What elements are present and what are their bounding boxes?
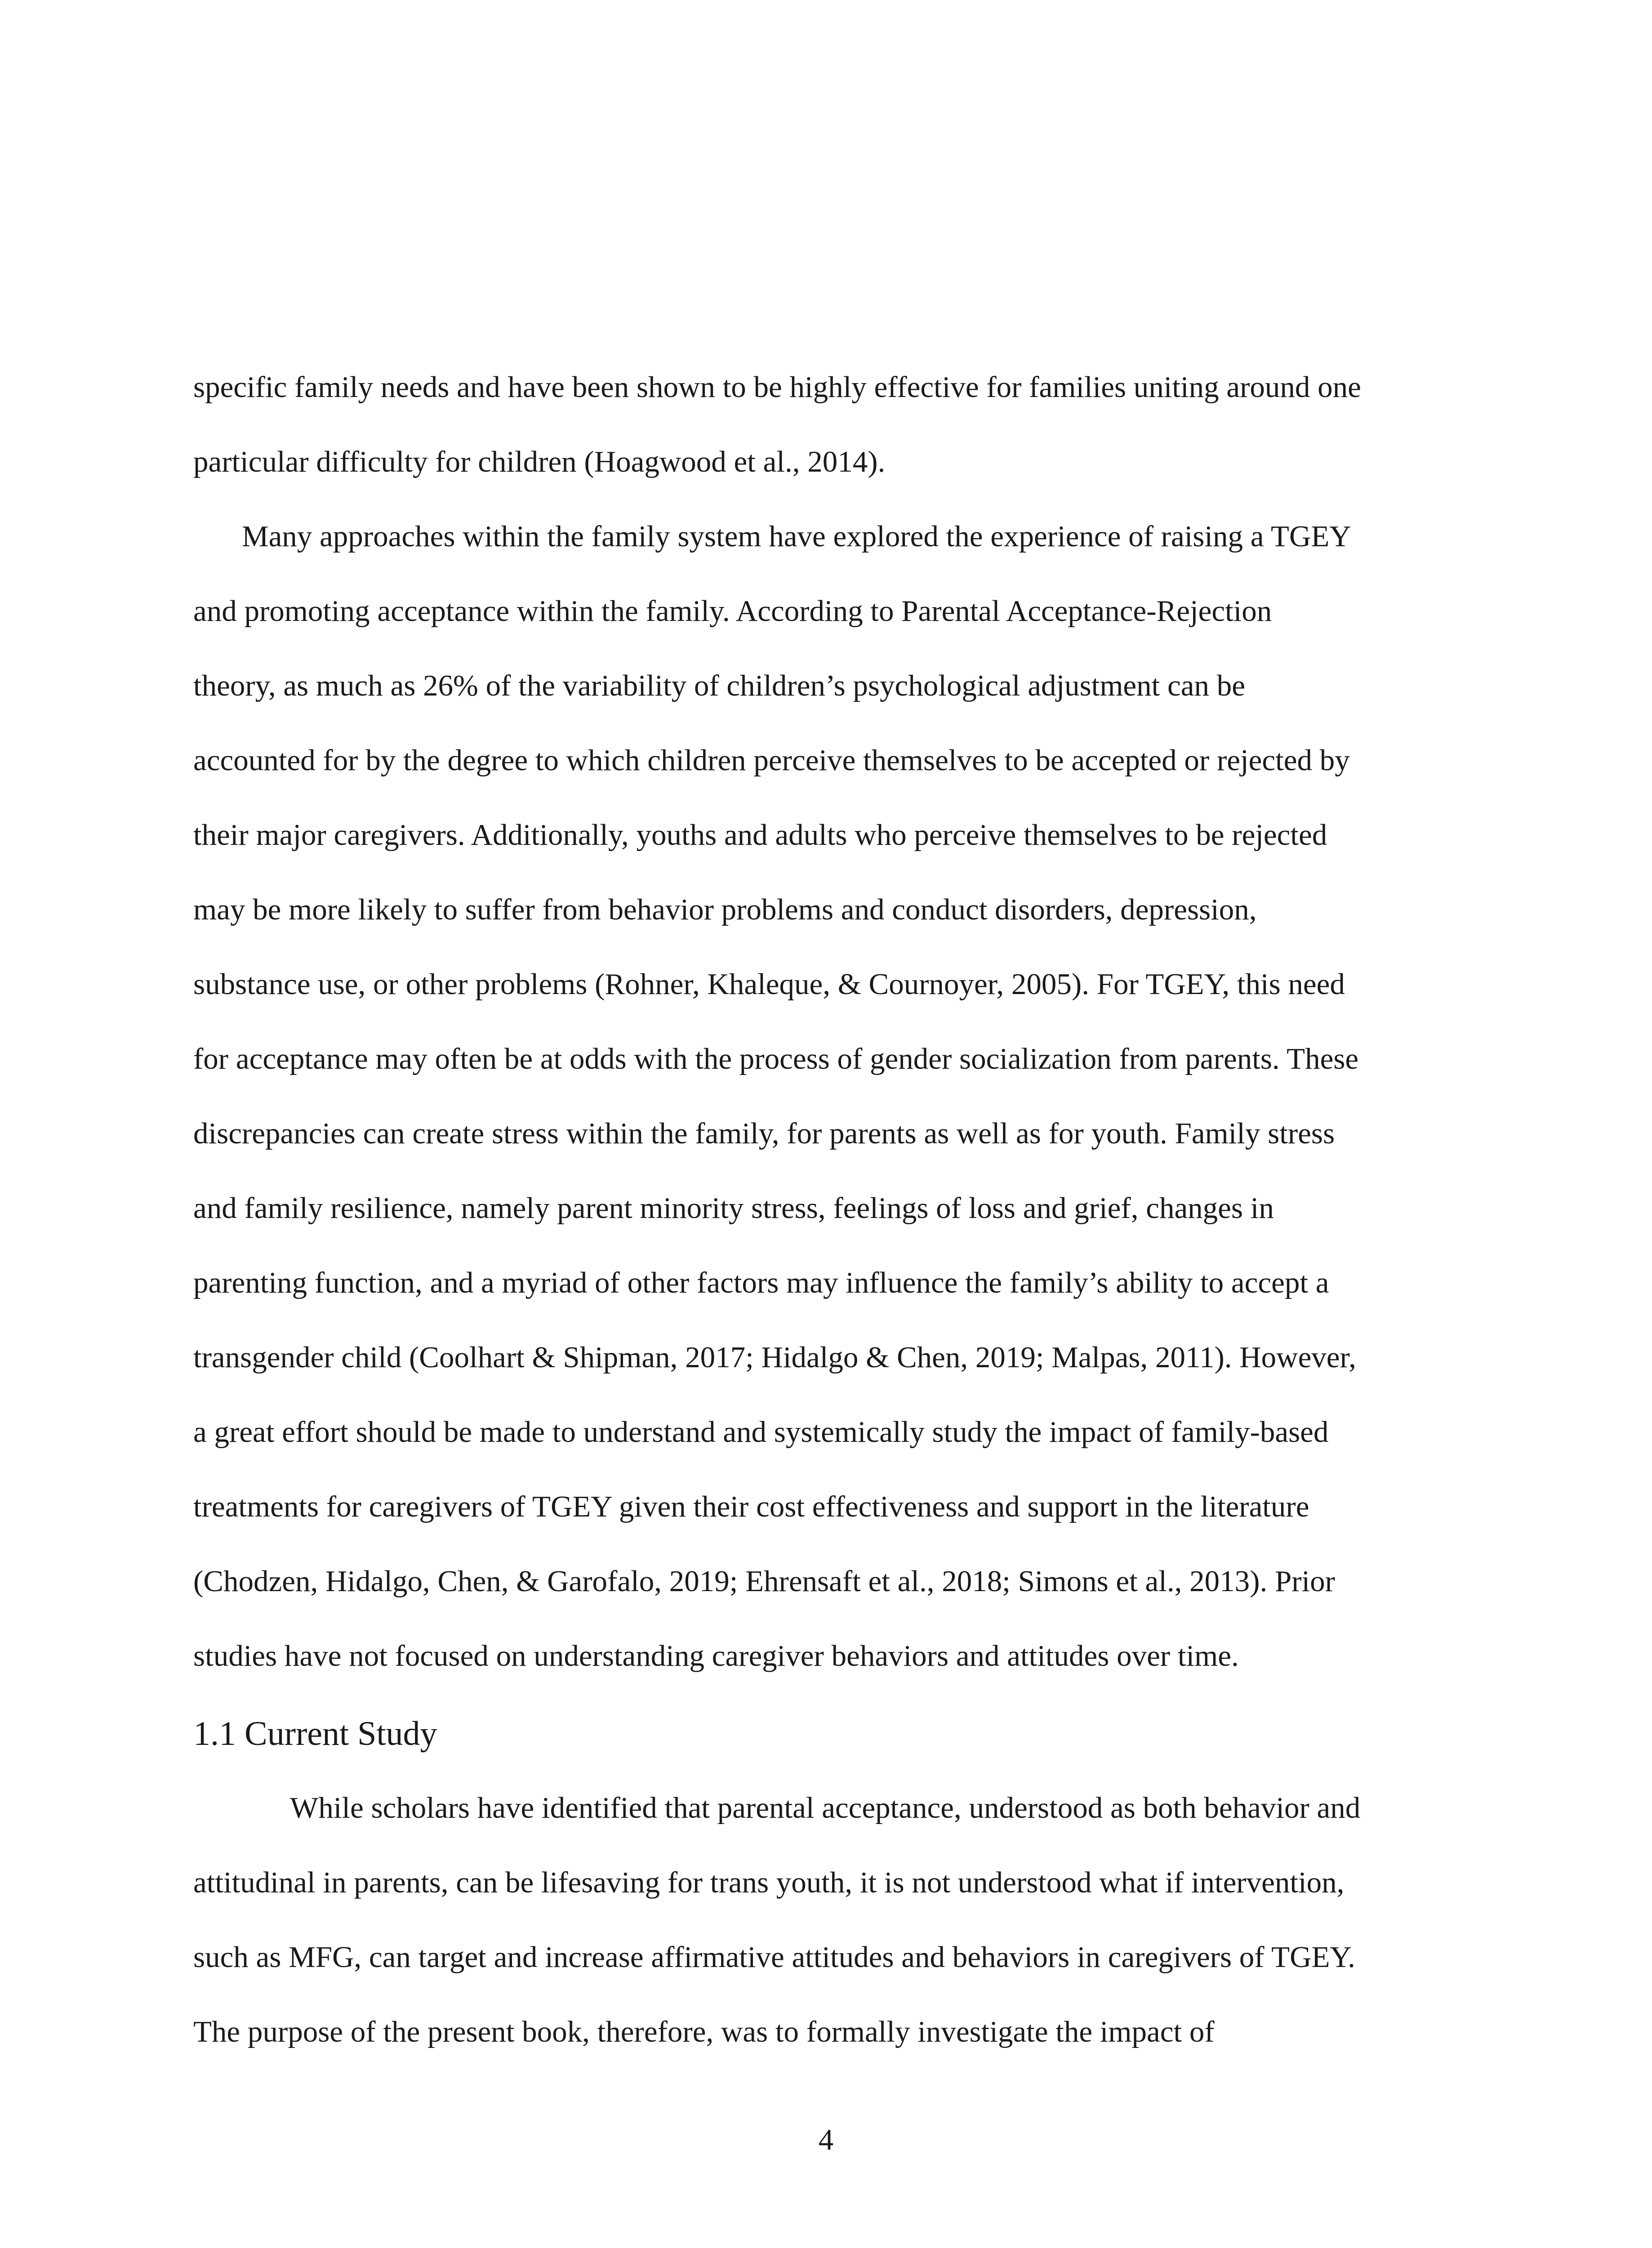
paragraph-2-line-11: parenting function, and a myriad of other factors may influence the family’s ability to accept a bbox=[193, 1266, 1329, 1299]
paragraph-2-line-15: (Chodzen, Hidalgo, Chen, & Garofalo, 2019; Ehrensaft et al., 2018; Simons et al., 2013). Prior bbox=[193, 1565, 1335, 1598]
paragraph-2-line-14: treatments for caregivers of TGEY given their cost effectiveness and support in the literature bbox=[193, 1490, 1309, 1523]
paragraph-2-line-4: accounted for by the degree to which children perceive themselves to be accepted or rejected by bbox=[193, 744, 1350, 777]
paragraph-2-line-5: their major caregivers. Additionally, youths and adults who perceive themselves to be rejected bbox=[193, 818, 1327, 852]
paragraph-3-line-4: The purpose of the present book, therefore, was to formally investigate the impact of bbox=[193, 2015, 1215, 2048]
paragraph-3-line-3: such as MFG, can target and increase affirmative attitudes and behaviors in caregivers of TGEY. bbox=[193, 1940, 1355, 1974]
paragraph-3-line-2: attitudinal in parents, can be lifesaving for trans youth, it is not understood what if intervention, bbox=[193, 1866, 1345, 1899]
paragraph-1-line-1: specific family needs and have been shown to be highly effective for families uniting around one bbox=[193, 370, 1361, 404]
paragraph-2-line-13: a great effort should be made to understand and systemically study the impact of family-based bbox=[193, 1415, 1329, 1449]
paragraph-2-line-12: transgender child (Coolhart & Shipman, 2017; Hidalgo & Chen, 2019; Malpas, 2011). However, bbox=[193, 1341, 1356, 1374]
paragraph-2-line-6: may be more likely to suffer from behavior problems and conduct disorders, depression, bbox=[193, 893, 1257, 926]
paragraph-2-line-1: Many approaches within the family system have explored the experience of raising a TGEY bbox=[242, 520, 1351, 553]
paragraph-3-line-1: While scholars have identified that parental acceptance, understood as both behavior and bbox=[290, 1791, 1361, 1824]
paragraph-2-line-2: and promoting acceptance within the family. According to Parental Acceptance-Rejection bbox=[193, 594, 1272, 628]
section-heading: 1.1 Current Study bbox=[193, 1715, 437, 1753]
paragraph-2-line-8: for acceptance may often be at odds with the process of gender socialization from parents. These bbox=[193, 1042, 1359, 1075]
paragraph-2-line-7: substance use, or other problems (Rohner, Khaleque, & Cournoyer, 2005). For TGEY, this need bbox=[193, 968, 1345, 1001]
page-number: 4 bbox=[818, 2123, 834, 2156]
paragraph-2-line-16: studies have not focused on understanding caregiver behaviors and attitudes over time. bbox=[193, 1639, 1239, 1673]
paragraph-1-line-2: particular difficulty for children (Hoagwood et al., 2014). bbox=[193, 445, 886, 478]
paragraph-2-line-9: discrepancies can create stress within the family, for parents as well as for youth. Family stress bbox=[193, 1117, 1335, 1150]
paragraph-2-line-10: and family resilience, namely parent minority stress, feelings of loss and grief, changes in bbox=[193, 1191, 1274, 1225]
paragraph-2-line-3: theory, as much as 26% of the variability of children’s psychological adjustment can be bbox=[193, 669, 1245, 702]
